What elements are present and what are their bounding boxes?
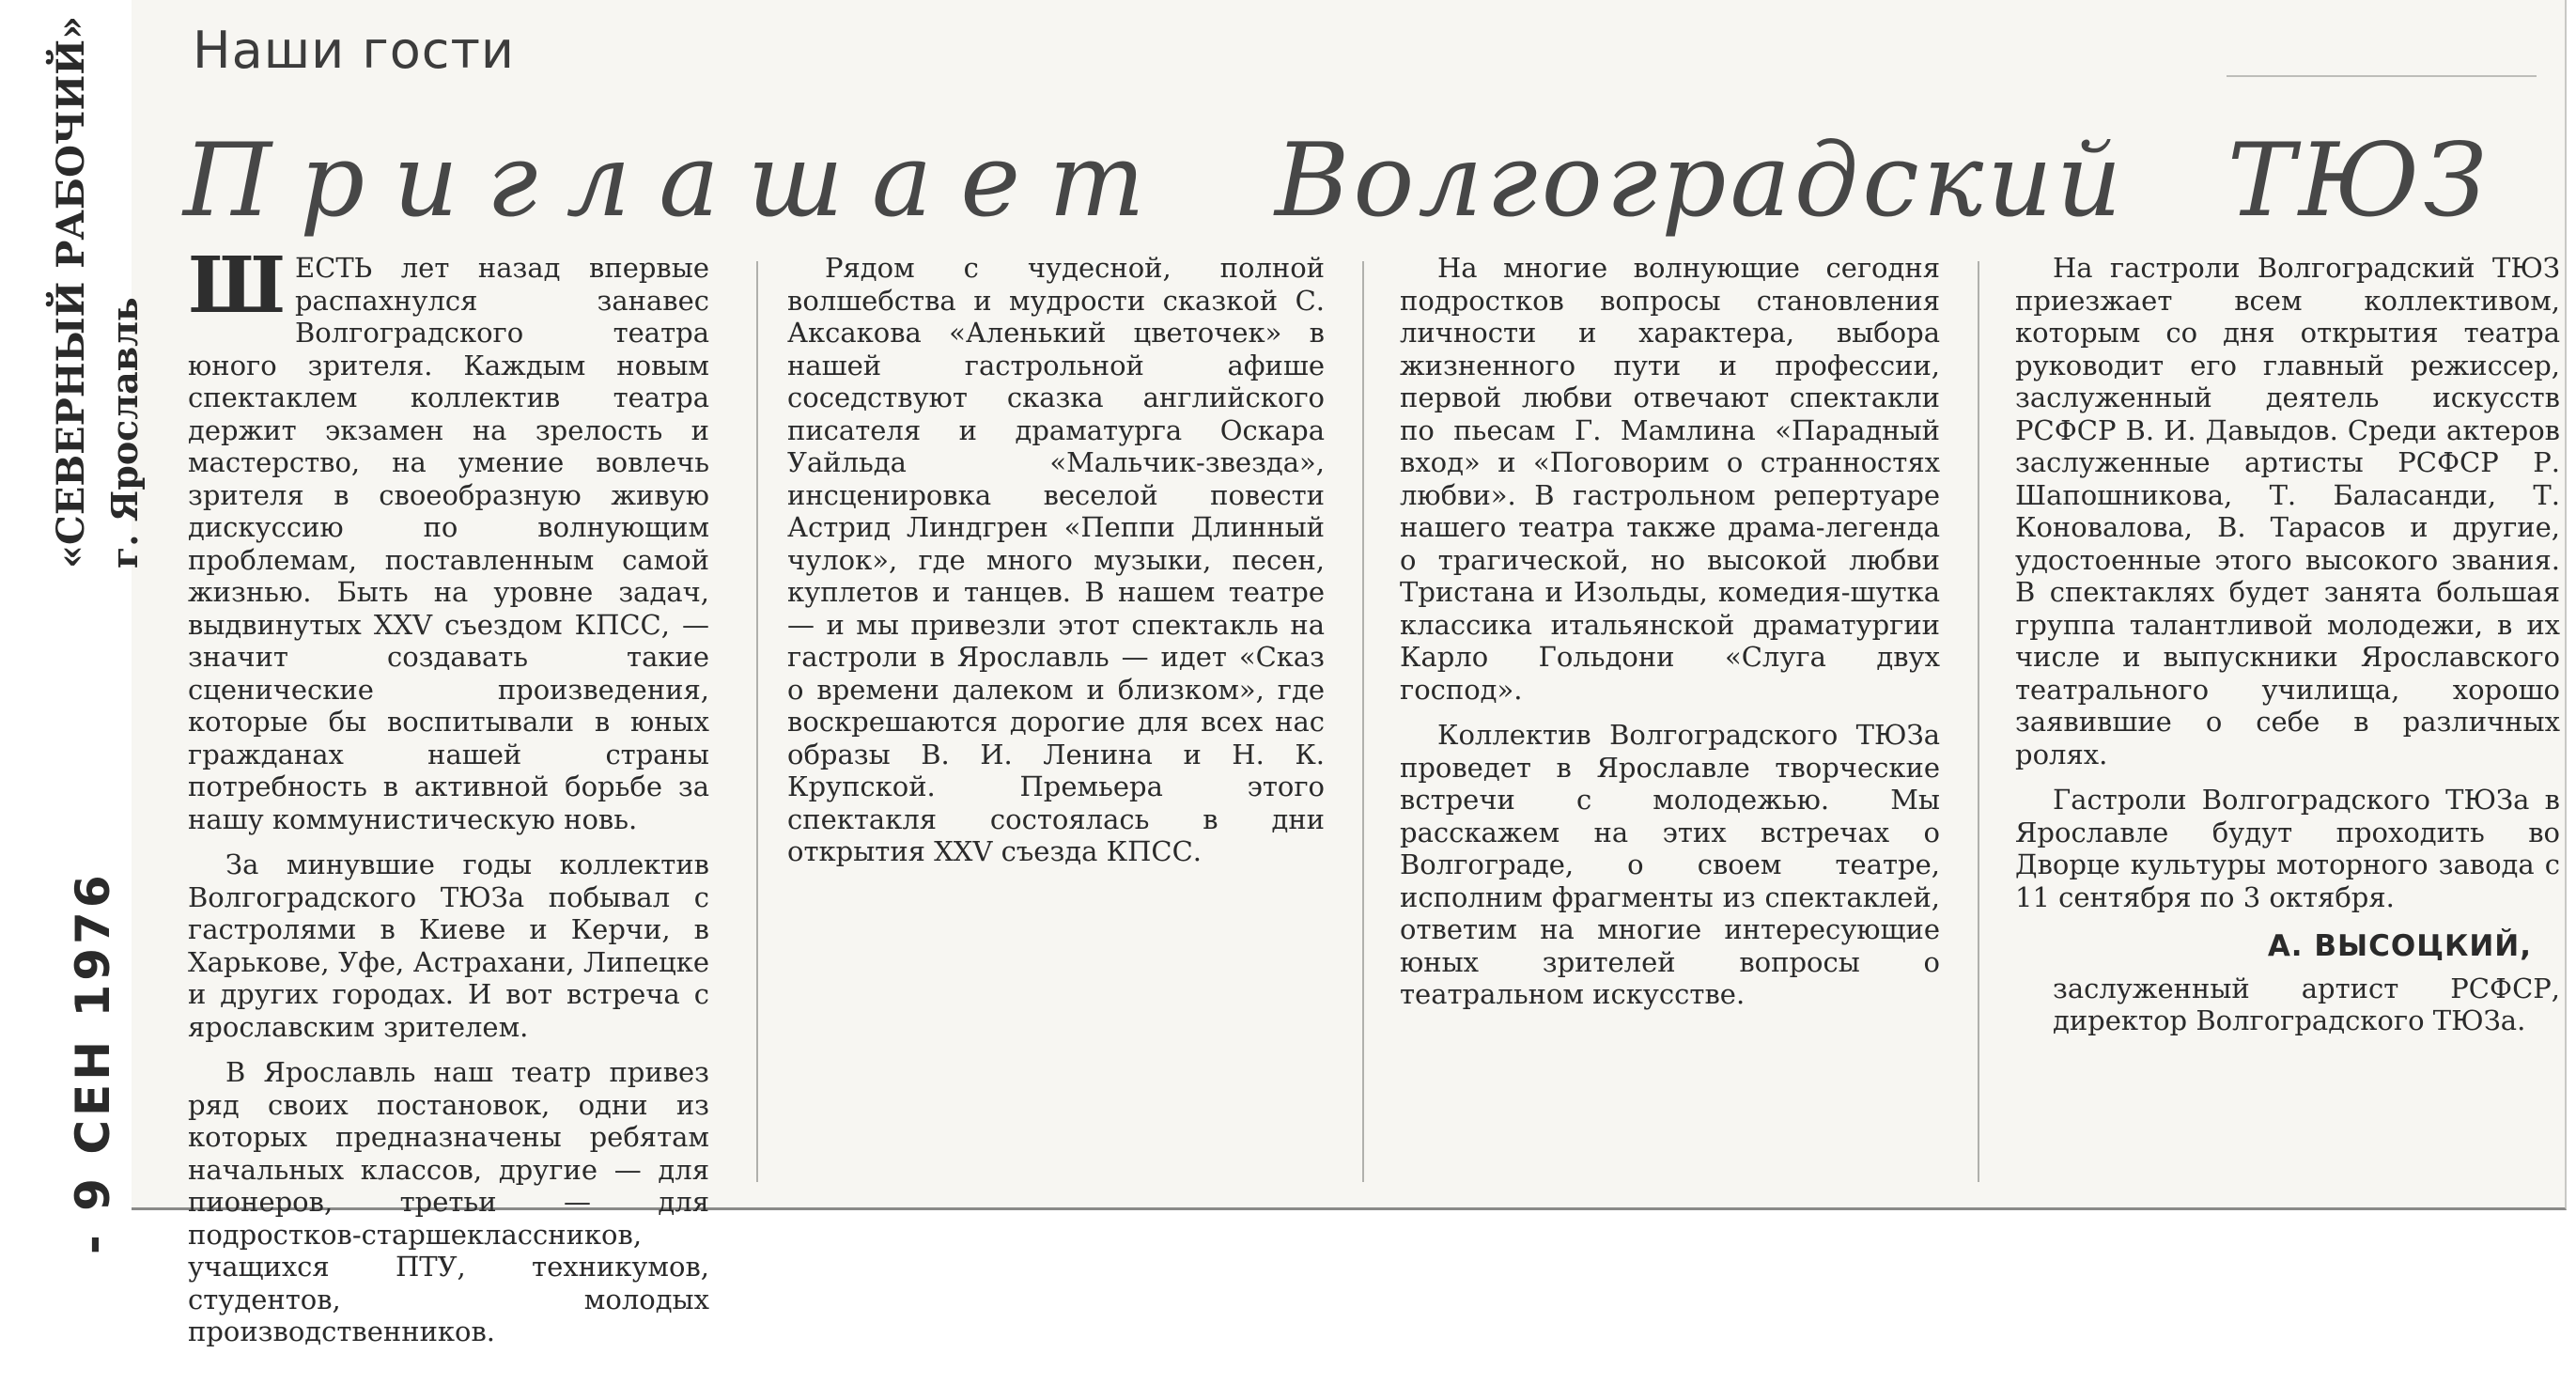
- paragraph: За минувшие годы коллектив Волгоградского ТЮЗа побывал с гастролями в Киеве и Керчи, в Харькове, Уфе, Астрахани, Липецке и других городах. И вот встреча с ярославским зрителем.: [188, 848, 709, 1043]
- headline-word-3: ТЮЗ: [2227, 122, 2491, 240]
- article-column-2: [787, 252, 1325, 1182]
- article-column-1: [188, 241, 709, 1347]
- paragraph: Гастроли Волгоградского ТЮЗа в Ярославле будут проходить во Дворце культуры моторного завода с 11 сентября по 3 октября.: [2015, 784, 2560, 913]
- paragraph: Коллектив Волгоградского ТЮЗа проведет в Ярославле творческие встречи с молодежью. Мы расскажем на этих встречах о Волгограде, о своем театре, исполним фрагменты из спектаклей, ответим на многие интересующие юных зрителей вопросы о театральном искусстве.: [1400, 719, 1940, 1010]
- date-stamp: - 9 СЕН 1976: [66, 871, 120, 1254]
- paragraph: В Ярославль наш театр привез ряд своих постановок, одни из которых предназначены ребятам начальных классов, другие — для пионеров, третьи — для подростков-старшеклассников, учащихся ПТУ, техникумов, студентов, молодых производственников.: [188, 1056, 709, 1347]
- paragraph: На гастроли Волгоградский ТЮЗ приезжает всем коллективом, которым со дня открытия театра руководит его главный режиссер, заслуженный деятель искусств РСФСР В. И. Давыдов. Среди актеров заслуженные артисты РСФСР Р. Шапошникова, Т. Баласанди, Т. Коновалова, В. Тарасов и другие, удостоенные этого высокого звания. В спектаклях будет занята большая группа талантливой молодежи, в их числе и выпускники Ярославского театрального училища, хорошо заявившие о себе в различных ролях.: [2015, 252, 2560, 770]
- paragraph: На многие волнующие сегодня подростков вопросы становления личности и характера, выбора жизненного пути и профессии, первой любви отвечают спектакли по пьесам Г. Мамлина «Парадный вход» и «Поговорим о странностях любви». В гастрольном репертуаре нашего театра также драма-легенда о трагической, но высокой любви Тристана и Изольды, комедия-шутка классика итальянской драматургии Карло Гольдони «Слуга двух господ».: [1400, 252, 1940, 706]
- headline-word-1: Приглашает: [183, 122, 1173, 240]
- rubric-heading: Наши гости: [193, 21, 516, 80]
- paragraph-text: ЕСТЬ лет назад впервые распахнулся занавес Волгоградского театра юного зрителя. Каждым новым спектаклем коллектив театра держит экзамен на зрелость и мастерство, на умение вовлечь зрителя в своеобразную живую дискуссию по волнующим проблемам, поставленным самой жизнью. Быть на уровне задач, выдвинутых XXV съездом КПСС, — значит создавать такие сценические произведения, которые бы воспитывали в юных гражданах нашей страны потребность в активной борьбе за нашу коммунистическую новь.: [188, 252, 709, 835]
- author-name: А. ВЫСОЦКИЙ,: [2267, 929, 2532, 963]
- article-column-4: [2015, 252, 2560, 1182]
- article-column-3: [1400, 252, 1940, 1182]
- top-divider: [2227, 75, 2537, 77]
- article-body: [188, 241, 2574, 1347]
- column-divider: [1978, 261, 1979, 1182]
- headline-word-2: Волгоградский: [1274, 122, 2126, 240]
- newspaper-name-stamp: «СЕВЕРНЫЙ РАБОЧИЙ»: [49, 15, 93, 568]
- city-stamp: г. Ярославль: [103, 297, 146, 568]
- column-divider: [1362, 261, 1364, 1182]
- paragraph: Рядом с чудесной, полной волшебства и мудрости сказкой С. Аксакова «Аленький цветочек» в нашей гастрольной афише соседствуют сказка английского писателя и драматурга Оскара Уайльда «Мальчик-звезда», инсценировка веселой повести Астрид Линдгрен «Пеппи Длинный чулок», где много музыки, песен, куплетов и танцев. В нашем театре — и мы привезли этот спектакль на гастроли в Ярославль — идет «Сказ о времени далеком и близком», где воскрешаются дорогие для всех нас образы В. И. Ленина и Н. К. Крупской. Премьера этого спектакля состоялась в дни открытия XXV съезда КПСС.: [787, 252, 1325, 867]
- article-headline: [183, 122, 2491, 240]
- drop-cap: Ш: [188, 241, 286, 331]
- paragraph: [188, 241, 709, 835]
- column-divider: [756, 261, 758, 1182]
- author-title: заслуженный артист РСФСР, директор Волгоградского ТЮЗа.: [2053, 972, 2560, 1036]
